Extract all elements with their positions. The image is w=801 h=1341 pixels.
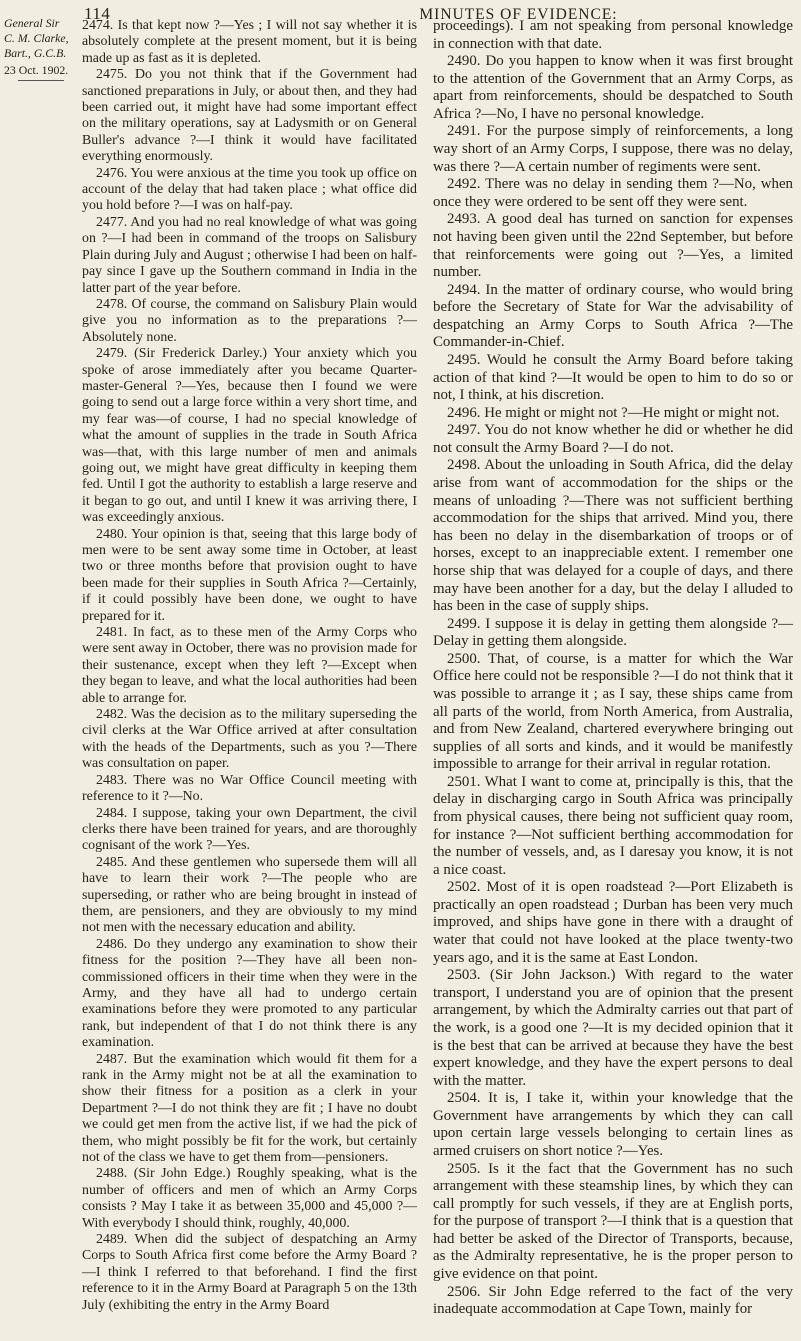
testimony-paragraph: 2504. It is, I take it, within your knowledge that the Government have arrangements by which they can call upon certain large vessels belonging to certain lines as armed cruisers on short notice ?—Yes. (433, 1090, 793, 1159)
testimony-paragraph: 2479. (Sir Frederick Darley.) Your anxiety which you spoke of arose immediately after you became Quarter-master-General ?—Yes, because then I found we were going to send out a large force within a very short time, and my fear was—of course, I had no special knowledge of what the amount of supplies in the trade in South Africa was—that, with this large number of men and animals going out, we might have great difficulty in keeping them fed. Until I got the authority to establish a large reserve and it began to go out, and until I knew it was arriving there, I was exceedingly anxious. (82, 346, 417, 526)
testimony-paragraph: 2506. Sir John Edge referred to the fact of the very inadequate accommodation at Cape Town, mainly for (433, 1283, 793, 1318)
witness-name-line-2: C. M. Clarke, (4, 31, 69, 45)
witness-name-line-1: General Sir (4, 16, 60, 30)
testimony-paragraph: 2498. About the unloading in South Africa, did the delay arise from want of accommodation for the ships or the means of unloading ?—There was not sufficient berthing accommodation for the ships that arrived. Mind you, there has been no delay in the disembarkation of troops or of horses, except to an inappreciable extent. I remember one horse ship that was delayed for a couple of days, and there may have been another for a day, but the delay I alluded to has been in the case of supply ships. (433, 457, 793, 615)
testimony-paragraph: 2488. (Sir John Edge.) Roughly speaking, what is the number of officers and men of which an Army Corps consists ? May I take it as between 35,000 and 45,000 ?—With everybody I should think, roughly, 40,000. (82, 1166, 417, 1231)
witness-name-line-3: Bart., G.C.B. (4, 46, 67, 60)
date-rule (18, 80, 64, 81)
testimony-paragraph: 2482. Was the decision as to the military superseding the civil clerks at the War Office arrived at after consultation with the heads of the Departments, such as you ?—There was consultation on paper. (82, 707, 417, 772)
testimony-paragraph: 2497. You do not know whether he did or whether he did not consult the Army Board ?—I do not. (433, 422, 793, 456)
testimony-paragraph: 2502. Most of it is open roadstead ?—Port Elizabeth is practically an open roadstead ; Durban has been very much improved, and ships have gone in there with a draught of water that could not have looked at the place twenty-two years ago, and it is the same at East London. (433, 879, 793, 966)
page-number: 114 (84, 4, 111, 23)
right-column (433, 18, 793, 1319)
testimony-paragraph: 2493. A good deal has turned on sanction for expenses not having been given until the 22nd September, but before that reinforcements were going out ?—Yes, a limited number. (433, 211, 793, 281)
sitting-date: 23 Oct. 1902. (4, 63, 69, 77)
testimony-paragraph: 2477. And you had no real knowledge of what was going on ?—I had been in command of the troops on Salisbury Plain during July and August ; otherwise I had been on half-pay since I gave up the Southern command in India in the latter part of the year before. (82, 214, 417, 296)
testimony-paragraph: 2476. You were anxious at the time you took up office on account of the delay that had taken place ; what office did you hold before ?—I was on half-pay. (82, 165, 417, 214)
testimony-paragraph: 2474. Is that kept now ?—Yes ; I will not say whether it is absolutely complete at the present moment, but it is being made up as fast as it is depleted. (82, 18, 417, 66)
testimony-paragraph: 2475. Do you not think that if the Government had sanctioned preparations in July, or about then, and they had been carried out, it might have had some important effect on the military operations, say at Ladysmith or on General Buller's advance ?—I think it would have facilitated everything enormously. (82, 67, 417, 165)
testimony-paragraph: 2484. I suppose, taking your own Department, the civil clerks there have been trained for years, and are thoroughly cognisant of the work ?—Yes. (82, 805, 417, 854)
testimony-paragraph: 2486. Do they undergo any examination to show their fitness for the position ?—They have all been non-commissioned officers in their time when they were in the Army, and they have all had to undergo certain examinations before they were promoted to any particular rank, but independent of that I do not think there is any examination. (82, 936, 417, 1051)
testimony-paragraph: proceedings). I am not speaking from personal knowledge in connection with that date. (433, 18, 793, 52)
left-column (82, 18, 417, 1314)
testimony-paragraph: 2489. When did the subject of despatching an Army Corps to South Africa first come before the Army Board ?—I think I referred to that beforehand. I find the first reference to it in the Army Board at Paragraph 5 on the 13th July (exhibiting the entry in the Army Board (82, 1232, 417, 1313)
testimony-paragraph: 2494. In the matter of ordinary course, who would bring before the Secretary of State for War the advisability of despatching an Army Corps to South Africa ?—The Commander-in-Chief. (433, 281, 793, 351)
running-title: MINUTES OF EVIDENCE: (419, 6, 618, 23)
sitting-date-block (4, 63, 70, 81)
testimony-paragraph: 2505. Is it the fact that the Government has no such arrangement with these steamship lines, by which they can call promptly for such vessels, if they are at English ports, for the purpose of transport ?—I think that is a question that had better be asked of the Director of Transports, because, as the Admiralty representative, he is the proper person to give evidence on that point. (433, 1160, 793, 1283)
testimony-paragraph: 2478. Of course, the command on Salisbury Plain would give you no information as to the preparations ?—Absolutely none. (82, 296, 417, 345)
testimony-paragraph: 2501. What I want to come at, principally is this, that the delay in discharging cargo in South Africa was principally from physical causes, there being not sufficient quay room, for instance ?—Not sufficient berthing accommodation for the number of vessels, and, as I daresay you know, it is not a nice coast. (433, 773, 793, 878)
testimony-paragraph: 2495. Would he consult the Army Board before taking action of that kind ?—It would be open to him to do so or not, I think, at his discretion. (433, 351, 793, 404)
testimony-paragraph: 2490. Do you happen to know when it was first brought to the attention of the Government that an Army Corps, as apart from reinforcements, should be despatched to South Africa ?—No, I have no personal knowledge. (433, 53, 793, 122)
testimony-paragraph: 2485. And these gentlemen who supersede them will all have to learn their work ?—The people who are superseding, or rather who are being brought in instead of them, are pensioners, and they are obviously to my mind not men with the necessary education and ability. (82, 854, 417, 936)
testimony-paragraph: 2481. In fact, as to these men of the Army Corps who were sent away in October, there was no provision made for their sustenance, except when they left ?—Except when they began to leave, and what the local authorities had been able to arrange for. (82, 625, 417, 706)
testimony-paragraph: 2487. But the examination which would fit them for a rank in the Army might not be at all the examination to show their fitness for a position as a clerk in your Department ?—I do not think they are fit ; I have no doubt we could get men from the active list, if we had the pick of them, who might possibly be fit for the work, but certainly not of the class we have to get them from—pensioners. (82, 1051, 417, 1166)
testimony-paragraph: 2496. He might or might not ?—He might or might not. (447, 404, 780, 421)
testimony-paragraph: 2499. I suppose it is delay in getting them alongside ?—Delay in getting them alongside. (433, 615, 793, 650)
testimony-paragraph: 2492. There was no delay in sending them ?—No, when once they were ordered to be sent off they were sent. (433, 176, 793, 210)
testimony-paragraph: 2480. Your opinion is that, seeing that this large body of men were to be sent away some time in October, at least two or three months before that provision ought to have been made for their supplies in South Africa ?—Certainly, if it could possibly have been done, we ought to have prepared for it. (82, 526, 417, 624)
testimony-paragraph: 2483. There was no War Office Council meeting with reference to it ?—No. (82, 772, 417, 805)
testimony-paragraph: 2500. That, of course, is a matter for which the War Office here could not be responsible ?—I do not think that it was possible to arrange it ; as I say, these ships came from all parts of the world, from North America, from Australia, and from New Zealand, chartered everywhere bringing out supplies of all sorts and kinds, and it would be manifestly impossible to arrange for their arrival in regular rotation. (433, 650, 793, 773)
testimony-paragraph: 2491. For the purpose simply of reinforcements, a long way short of an Army Corps, I suppose, there was no delay, was there ?—A certain number of regiments were sent. (433, 123, 793, 175)
testimony-paragraph: 2503. (Sir John Jackson.) With regard to the water transport, I understand you are of opinion that the present arrangement, by which the Admiralty carries out that part of the work, is a good one ?—It is my decided opinion that it is the best that can be arrived at because they have the best expert knowledge, and they have the expert persons to deal with the matter. (433, 967, 793, 1089)
